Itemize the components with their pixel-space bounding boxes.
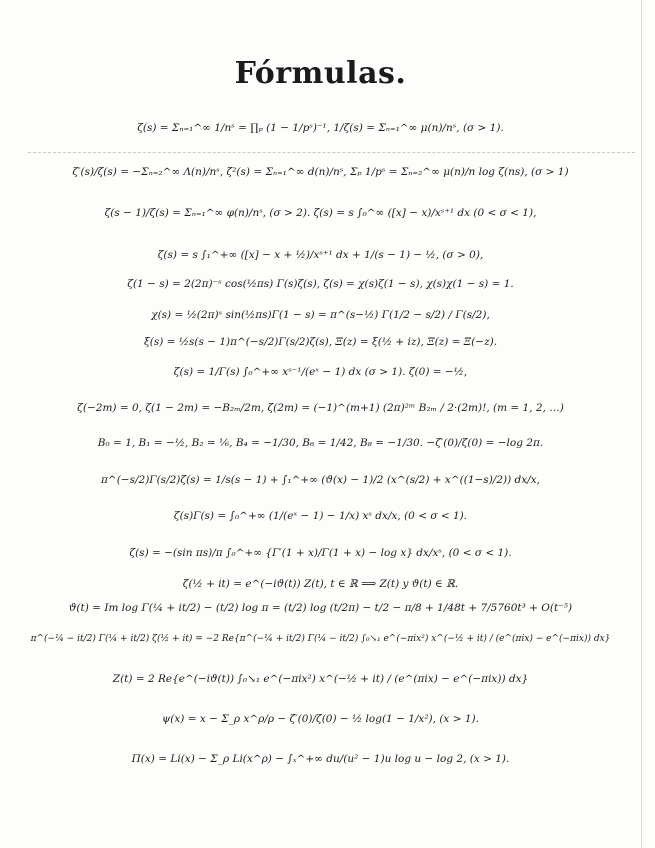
formula-line: Z(t) = 2 Re{e^(−iϑ(t)) ∫₀↘₁ e^(−πix²) x^(−½ + it) / (e^(πix) − e^(−πix)) dx} (112, 673, 529, 685)
formula-line: ϑ(t) = Im log Γ(¼ + it/2) − (t/2) log π = (t/2) log (t/2π) − t/2 − π/8 + 1/48t + 7/5760t³ + O(t⁻⁵) (68, 602, 573, 614)
formula-line: χ(s) = ½(2π)ˢ sin(½πs)Γ(1 − s) = π^(s−½) Γ(1/2 − s/2) / Γ(s/2), (151, 309, 490, 321)
page-title: Fórmulas. (234, 56, 407, 91)
formula-line: ζ(½ + it) = e^(−iϑ(t)) Z(t), t ∈ ℝ ⟹ Z(t) y ϑ(t) ∈ ℝ. (182, 578, 459, 590)
scan-fold-line (28, 152, 635, 153)
formula-line: ψ(x) = x − Σ_ρ x^ρ/ρ − ζ′(0)/ζ(0) − ½ log(1 − 1/x²), (x > 1). (162, 713, 479, 725)
formula-line: ζ(1 − s) = 2(2π)⁻ˢ cos(½πs) Γ(s)ζ(s), ζ(s) = χ(s)ζ(1 − s), χ(s)χ(1 − s) = 1. (127, 278, 514, 290)
formula-line: ζ(s) = s ∫₁^+∞ ([x] − x + ½)/xˢ⁺¹ dx + 1/(s − 1) − ½, (σ > 0), (157, 249, 484, 261)
formula-line: π^(−s/2)Γ(s/2)ζ(s) = 1/s(s − 1) + ∫₁^+∞ (ϑ(x) − 1)/2 (x^(s/2) + x^((1−s)/2)) dx/x, (101, 474, 540, 486)
formula-line: ξ(s) = ½s(s − 1)π^(−s/2)Γ(s/2)ζ(s), Ξ(z) = ξ(½ + iz), Ξ(z) = Ξ(−z). (143, 336, 498, 348)
formula-line: ζ′(s)/ζ(s) = −Σₙ₌₂^∞ Λ(n)/nˢ, ζ²(s) = Σₙ₌₁^∞ d(n)/nˢ, Σₚ 1/pˢ = Σₙ₌₂^∞ μ(n)/n log ζ(ns), (σ > 1) (72, 166, 569, 178)
formula-line: ζ(s) = Σₙ₌₁^∞ 1/nˢ = ∏ₚ (1 − 1/pˢ)⁻¹, 1/ζ(s) = Σₙ₌₁^∞ μ(n)/nˢ, (σ > 1). (137, 122, 504, 134)
formula-line: ζ(s) = −(sin πs)/π ∫₀^+∞ {Γ′(1 + x)/Γ(1 + x) − log x} dx/xˢ, (0 < σ < 1). (129, 547, 512, 559)
formula-line: ζ(s) = 1/Γ(s) ∫₀^+∞ xˢ⁻¹/(eˣ − 1) dx (σ > 1). ζ(0) = −½, (173, 366, 468, 378)
formula-line: Π(x) = Li(x) − Σ_ρ Li(x^ρ) − ∫ₓ^+∞ du/(u² − 1)u log u − log 2, (x > 1). (131, 753, 510, 765)
formula-line: π^(−¼ − it/2) Γ(¼ + it/2) ζ(½ + it) = −2 Re{π^(−¼ + it/2) Γ(¼ − it/2) ∫₀↘₁ e^(−πix²) x^(−½ + it) / (e^(πix) − e^(−πix)) dx} (30, 634, 611, 644)
formula-line: ζ(s − 1)/ζ(s) = Σₙ₌₁^∞ φ(n)/nˢ, (σ > 2). ζ(s) = s ∫₀^∞ ([x] − x)/xˢ⁺¹ dx (0 < σ < 1), (104, 207, 537, 219)
formula-line: ζ(−2m) = 0, ζ(1 − 2m) = −B₂ₘ/2m, ζ(2m) = (−1)^(m+1) (2π)²ᵐ B₂ₘ / 2·(2m)!, (m = 1, 2, …) (77, 402, 564, 414)
formula-line: B₀ = 1, B₁ = −½, B₂ = ⅙, B₄ = −1/30, B₆ = 1/42, B₈ = −1/30. −ζ′(0)/ζ(0) = −log 2π. (97, 437, 544, 449)
formula-line: ζ(s)Γ(s) = ∫₀^+∞ (1/(eˣ − 1) − 1/x) xˢ dx/x, (0 < σ < 1). (173, 510, 468, 522)
